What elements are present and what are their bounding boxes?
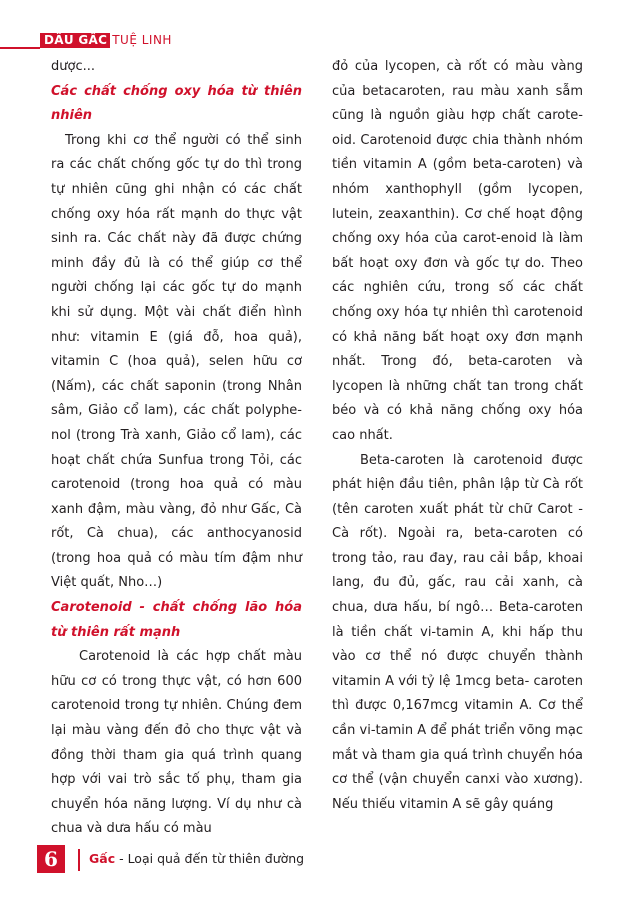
right-column: [332, 55, 583, 817]
left-paragraph-3: Carotenoid là các hợp chất màu hữu cơ có trong thực vật, có hơn 600 carotenoid trong tự nhiên. Chúng đem lại màu vàng đến đỏ cho thực vật và đồng thời tham gia quá trình quang hợp với vai trò sắc tố phụ, tham gia chuyển hóa năng lượng. Ví dụ như cà chua và dưa hấu có màu: [51, 649, 302, 837]
footer-divider: [78, 849, 80, 871]
footer-title-rest: - Loại quả đến từ thiên đường: [115, 851, 305, 866]
left-paragraph-2: Trong khi cơ thể người có thể sinh ra các chất chống gốc tự do thì trong tự nhiên cũng ghi nhận có các chất chống oxy hóa rất mạnh do thực vật sinh ra. Các chất này đã được chứng minh đầy đủ là có thể giúp cơ thể người chống lại các gốc tự do mạnh khi sử dụng. Một vài chất điển hình như: vitamin E (giá đỗ, hoa quả), vitamin C (hoa quả), selen hữu cơ (Nấm), các chất saponin (trong Nhân sâm, Giảo cổ lam), các chất polyphe-nol (trong Trà xanh, Giảo cổ lam), các hoạt chất chứa Sunfua trong Tỏi, các carotenoid (trong hoa quả có màu xanh đậm, màu vàng, đỏ như Gấc, Cà rốt, Cà chua), các anthocyanosid (trong hoa quả có màu tím đậm như Việt quất, Nho…): [51, 132, 302, 591]
section-heading-carotenoid: Carotenoid - chất chống lão hóa từ thiên rất mạnh: [51, 600, 302, 640]
footer-title-bold: Gấc: [89, 851, 116, 866]
running-header: [40, 33, 172, 48]
header-rule: [0, 47, 40, 49]
top-bar: [0, 0, 638, 10]
brand-rest: TUỆ LINH: [112, 33, 172, 47]
right-paragraph-2: Beta-caroten là carotenoid được phát hiện đầu tiên, phân lập từ Cà rốt (tên caroten xuất phát từ chữ Carot - Cà rốt). Ngoài ra, beta-caroten có trong tảo, rau đay, rau cải bắp, khoai lang, đu đủ, gấc, rau cải xanh, cà chua, dưa hấu, bí ngô… Beta-caroten là tiền chất vi-tamin A, khi hấp thu vào cơ thể nó được chuyển thành vitamin A với tỷ lệ 1mcg beta- caroten thì được 0,167mcg vitamin A. Cơ thể cần vi-tamin A để phát triển võng mạc mắt và tham gia quá trình chuyển hóa cơ thể (vận chuyển canxi vào xương). Nếu thiếu vitamin A sẽ gây quáng: [332, 452, 583, 812]
right-paragraph-1: đỏ của lycopen, cà rốt có màu vàng của betacaroten, rau màu xanh sẫm cũng là nguồn giàu hợp chất carote-oid. Carotenoid được chia thành nhóm tiền vitamin A (gồm beta-caroten) và nhóm xanthophyll (gồm lycopen, lutein, zeaxanthin). Cơ chế hoạt động chống oxy hóa của carot-enoid là làm bất hoạt oxy đơn và gốc tự do. Theo các nghiên cứu, trong số các chất chống oxy hóa tự nhiên thì carotenoid có khả năng bất hoạt oxy đơn mạnh nhất. Trong đó, beta-caroten và lycopen là những chất tan trong chất béo và có khả năng chống oxy hóa cao nhất.: [332, 59, 583, 443]
page-number: 6: [37, 845, 65, 873]
section-heading-antioxidants: Các chất chống oxy hóa từ thiên nhiên: [51, 83, 302, 124]
brand-highlight: DẦU GẤC: [40, 33, 110, 48]
left-paragraph-1: dược...: [51, 59, 95, 74]
page-footer: [37, 845, 437, 873]
left-column: [51, 55, 302, 842]
footer-title: [89, 851, 304, 867]
